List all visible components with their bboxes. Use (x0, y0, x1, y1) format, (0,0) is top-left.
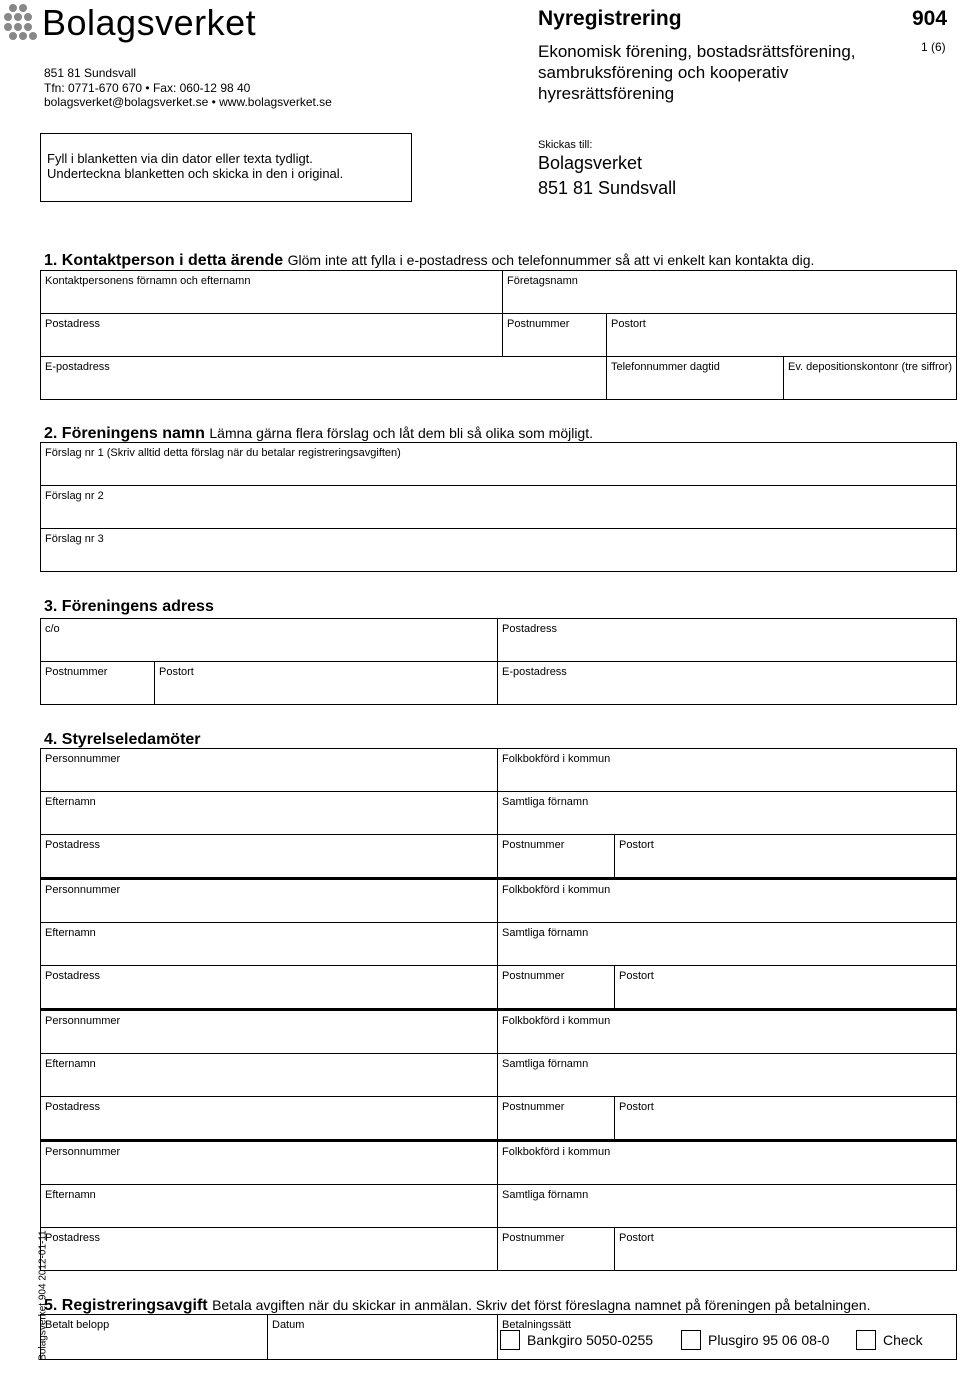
section-3-row (40, 661, 957, 705)
field-label: Folkbokförd i kommun (502, 884, 611, 896)
section-title: 5. Registreringsavgift (44, 1297, 208, 1314)
field-label: Betalningssätt (502, 1319, 572, 1331)
field-label: Postnummer (45, 666, 108, 678)
section-note: Lämna gärna flera förslag och låt dem bli så olika som möjligt. (209, 425, 594, 441)
amount-field[interactable] (41, 1315, 267, 1359)
field-label: Folkbokförd i kommun (502, 1015, 611, 1027)
field-label: Postort (619, 839, 654, 851)
city-field[interactable] (154, 662, 497, 704)
field-label: Kontaktpersonens förnamn och efternamn (45, 275, 251, 287)
bankgiro-checkbox[interactable] (500, 1330, 520, 1350)
municipality-field[interactable] (497, 880, 956, 922)
personal-number-field[interactable] (41, 880, 497, 922)
postal-code-field[interactable] (41, 662, 154, 704)
municipality-field[interactable] (497, 1011, 956, 1053)
section-title: 2. Föreningens namn (44, 425, 205, 442)
field-label: Förslag nr 3 (45, 533, 104, 545)
instruction-line: Fyll i blanketten via din dator eller texta tydligt. (47, 151, 313, 166)
postal-code-field[interactable] (497, 1097, 614, 1139)
member-row (40, 1053, 957, 1097)
logo-icon (3, 3, 39, 41)
proposal-3-field[interactable] (40, 528, 957, 572)
field-label: Samtliga förnamn (502, 1189, 589, 1201)
section-1-row (40, 313, 957, 357)
check-checkbox[interactable] (856, 1330, 876, 1350)
field-label: c/o (45, 623, 60, 635)
send-to-name: Bolagsverket (538, 153, 643, 173)
member-row (40, 1184, 957, 1228)
section-note: Glöm inte att fylla i e-postadress och telefonnummer så att vi enkelt kan kontakta dig. (287, 252, 815, 268)
field-label: Postnummer (507, 318, 570, 330)
first-names-field[interactable] (497, 1185, 956, 1227)
field-label: Postadress (45, 970, 101, 982)
field-label: Efternamn (45, 796, 96, 808)
member-row (40, 1096, 957, 1140)
field-label: Postort (619, 1101, 654, 1113)
section-1-row (40, 270, 957, 314)
form-number: 904 (912, 7, 948, 30)
field-label: Betalt belopp (45, 1319, 110, 1331)
postal-address-field[interactable] (497, 619, 956, 661)
address-line: bolagsverket@bolagsverket.se • www.bolagsverket.se (44, 95, 332, 109)
section-title: 4. Styrelseledamöter (44, 731, 201, 748)
field-label: Förslag nr 1 (Skriv alltid detta förslag när du betalar registreringsavgiften) (45, 447, 401, 459)
co-field[interactable] (41, 619, 497, 661)
phone-field[interactable] (606, 357, 783, 399)
send-to-city: 851 81 Sundsvall (538, 178, 677, 198)
form-title: Nyregistrering (538, 7, 682, 30)
field-label: Samtliga förnamn (502, 796, 589, 808)
instructions-box (40, 133, 412, 202)
personal-number-field[interactable] (41, 1011, 497, 1053)
city-field[interactable] (614, 966, 956, 1008)
postal-address-field[interactable] (41, 966, 497, 1008)
field-label: Personnummer (45, 1146, 121, 1158)
field-label: Postort (611, 318, 646, 330)
bankgiro-label: Bankgiro 5050-0255 (527, 1332, 654, 1348)
section-1-heading (44, 252, 814, 270)
postal-code-field[interactable] (497, 966, 614, 1008)
field-label: Postadress (502, 623, 558, 635)
postal-address-field[interactable] (41, 1228, 497, 1270)
postal-code-field[interactable] (502, 314, 606, 356)
field-label: Efternamn (45, 927, 96, 939)
postal-address-field[interactable] (41, 835, 497, 877)
field-label: Telefonnummer dagtid (611, 361, 720, 373)
field-label: Postadress (45, 1232, 101, 1244)
subtitle-line: hyresrättsförening (538, 84, 675, 103)
section-2-heading (44, 425, 593, 443)
member-row (40, 791, 957, 835)
field-label: Postnummer (502, 839, 565, 851)
first-names-field[interactable] (497, 923, 956, 965)
field-label: Postort (619, 1232, 654, 1244)
agency-address (44, 66, 332, 110)
field-label: Personnummer (45, 884, 121, 896)
field-label: Ev. depositionskontonr (tre siffror) (788, 361, 953, 373)
member-row (40, 922, 957, 966)
page-number: 1 (6) (921, 40, 946, 54)
address-line: 851 81 Sundsvall (44, 66, 137, 80)
subtitle-line: Ekonomisk förening, bostadsrättsförening, (538, 42, 856, 61)
postal-address-field[interactable] (41, 314, 502, 356)
municipality-field[interactable] (497, 749, 956, 791)
surname-field[interactable] (41, 923, 497, 965)
city-field[interactable] (614, 1228, 956, 1270)
member-row (40, 1010, 957, 1054)
field-label: Postadress (45, 839, 101, 851)
field-label: E-postadress (45, 361, 110, 373)
member-row (40, 879, 957, 923)
section-note: Betala avgiften när du skickar in anmälan. Skriv det först föreslagna namnet på föreningen på betalningen. (212, 1297, 871, 1313)
field-label: Samtliga förnamn (502, 927, 589, 939)
date-field[interactable] (267, 1315, 497, 1359)
field-label: Folkbokförd i kommun (502, 753, 611, 765)
member-row (40, 1227, 957, 1271)
field-label: Företagsnamn (507, 275, 578, 287)
instruction-line: Underteckna blanketten och skicka in den i original. (47, 166, 344, 181)
field-label: Postnummer (502, 970, 565, 982)
section-4-heading (44, 731, 201, 749)
send-to-label: Skickas till: (538, 139, 593, 151)
postal-code-field[interactable] (497, 1228, 614, 1270)
field-label: Personnummer (45, 1015, 121, 1027)
field-label: Förslag nr 2 (45, 490, 104, 502)
company-name-field[interactable] (502, 271, 956, 313)
field-label: Efternamn (45, 1058, 96, 1070)
section-5-heading (44, 1297, 870, 1315)
field-label: Personnummer (45, 753, 121, 765)
city-field[interactable] (614, 1097, 956, 1139)
section-3-row (40, 618, 957, 662)
field-label: Efternamn (45, 1189, 96, 1201)
contact-name-field[interactable] (41, 271, 502, 313)
field-label: Folkbokförd i kommun (502, 1146, 611, 1158)
field-label: Datum (272, 1319, 305, 1331)
first-names-field[interactable] (497, 792, 956, 834)
field-label: Postnummer (502, 1101, 565, 1113)
email-field[interactable] (497, 662, 956, 704)
form-subtitle (538, 41, 898, 104)
personal-number-field[interactable] (41, 749, 497, 791)
address-line: Tfn: 0771-670 670 • Fax: 060-12 98 40 (44, 80, 251, 95)
member-row (40, 965, 957, 1009)
postal-code-field[interactable] (497, 835, 614, 877)
check-label: Check (883, 1332, 923, 1348)
surname-field[interactable] (41, 792, 497, 834)
proposal-1-field[interactable] (40, 442, 957, 486)
section-title: 3. Föreningens adress (44, 598, 214, 615)
personal-number-field[interactable] (41, 1142, 497, 1184)
member-row (40, 748, 957, 792)
field-label: Postadress (45, 318, 101, 330)
section-title: 1. Kontaktperson i detta ärende (44, 252, 284, 269)
surname-field[interactable] (41, 1185, 497, 1227)
postal-address-field[interactable] (41, 1097, 497, 1139)
field-label: Postadress (45, 1101, 101, 1113)
first-names-field[interactable] (497, 1054, 956, 1096)
plusgiro-checkbox[interactable] (681, 1330, 701, 1350)
section-3-heading (44, 598, 214, 616)
field-label: Postort (159, 666, 194, 678)
email-field[interactable] (41, 357, 606, 399)
city-field[interactable] (606, 314, 956, 356)
field-label: Postort (619, 970, 654, 982)
surname-field[interactable] (41, 1054, 497, 1096)
city-field[interactable] (614, 835, 956, 877)
proposal-2-field[interactable] (40, 485, 957, 529)
plusgiro-label: Plusgiro 95 06 08-0 (708, 1332, 830, 1348)
deposit-account-field[interactable] (783, 357, 956, 399)
field-label: E-postadress (502, 666, 567, 678)
section-1-row (40, 356, 957, 400)
member-row (40, 834, 957, 878)
form-version-text: Bolagsverket 904 2012-01-11 (37, 1230, 49, 1361)
municipality-field[interactable] (497, 1142, 956, 1184)
field-label: Postnummer (502, 1232, 565, 1244)
field-label: Samtliga förnamn (502, 1058, 589, 1070)
logo-text: Bolagsverket (42, 2, 257, 43)
subtitle-line: sambruksförening och kooperativ (538, 63, 789, 82)
member-row (40, 1141, 957, 1185)
